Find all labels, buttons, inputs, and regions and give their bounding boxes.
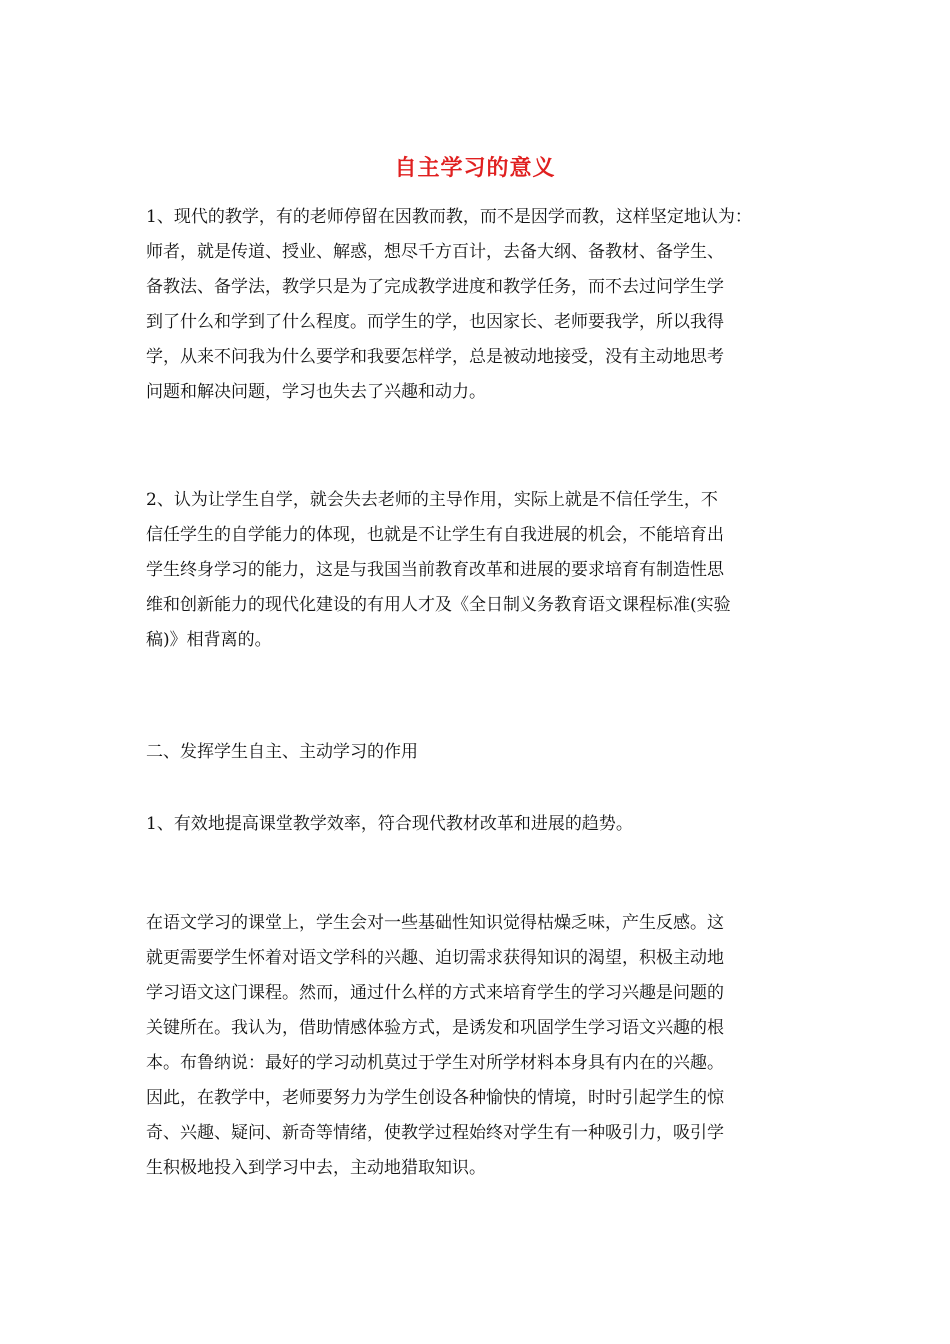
section-heading bbox=[146, 735, 806, 770]
text-line: 生积极地投入到学习中去，主动地猎取知识。 bbox=[146, 1158, 486, 1178]
paragraph-3 bbox=[146, 807, 806, 842]
text-line: 奇、兴趣、疑问、新奇等情绪，使教学过程始终对学生有一种吸引力，吸引学 bbox=[146, 1123, 724, 1143]
text-line: 到了什么和学到了什么程度。而学生的学，也因家长、老师要我学，所以我得 bbox=[146, 312, 724, 332]
text-line: 本。布鲁纳说：最好的学习动机莫过于学生对所学材料本身具有内在的兴趣。 bbox=[146, 1053, 724, 1073]
text-line: 2、认为让学生自学，就会失去老师的主导作用，实际上就是不信任学生，不 bbox=[146, 490, 718, 510]
document-title: 自主学习的意义 bbox=[394, 156, 556, 181]
paragraph-2 bbox=[146, 483, 806, 658]
text-line: 因此，在教学中，老师要努力为学生创设各种愉快的情境，时时引起学生的惊 bbox=[146, 1088, 724, 1108]
text-line: 维和创新能力的现代化建设的有用人才及《全日制义务教育语文课程标准(实验 bbox=[146, 595, 731, 615]
text-line: 学生终身学习的能力，这是与我国当前教育改革和进展的要求培育有制造性思 bbox=[146, 560, 724, 580]
paragraph-4 bbox=[146, 906, 806, 1186]
text-line: 二、发挥学生自主、主动学习的作用 bbox=[146, 742, 418, 762]
text-line: 关键所在。我认为，借助情感体验方式，是诱发和巩固学生学习语文兴趣的根 bbox=[146, 1018, 724, 1038]
text-line: 师者，就是传道、授业、解惑，想尽千方百计，去备大纲、备教材、备学生、 bbox=[146, 242, 724, 262]
text-line: 就更需要学生怀着对语文学科的兴趣、迫切需求获得知识的渴望，积极主动地 bbox=[146, 948, 724, 968]
text-line: 备教法、备学法，教学只是为了完成教学进度和教学任务，而不去过问学生学 bbox=[146, 277, 724, 297]
text-line: 问题和解决问题，学习也失去了兴趣和动力。 bbox=[146, 382, 486, 402]
text-line: 1、有效地提高课堂教学效率，符合现代教材改革和进展的趋势。 bbox=[146, 814, 633, 834]
text-line: 1、现代的教学，有的老师停留在因教而教，而不是因学而教，这样坚定地认为： bbox=[146, 207, 752, 227]
text-line: 稿)》相背离的。 bbox=[146, 630, 272, 650]
text-line: 学习语文这门课程。然而，通过什么样的方式来培育学生的学习兴趣是问题的 bbox=[146, 983, 724, 1003]
text-line: 学，从来不问我为什么要学和我要怎样学，总是被动地接受，没有主动地思考 bbox=[146, 347, 724, 367]
text-line: 在语文学习的课堂上，学生会对一些基础性知识觉得枯燥乏味，产生反感。这 bbox=[146, 913, 724, 933]
paragraph-1 bbox=[146, 200, 806, 410]
text-line: 信任学生的自学能力的体现，也就是不让学生有自我进展的机会，不能培育出 bbox=[146, 525, 724, 545]
